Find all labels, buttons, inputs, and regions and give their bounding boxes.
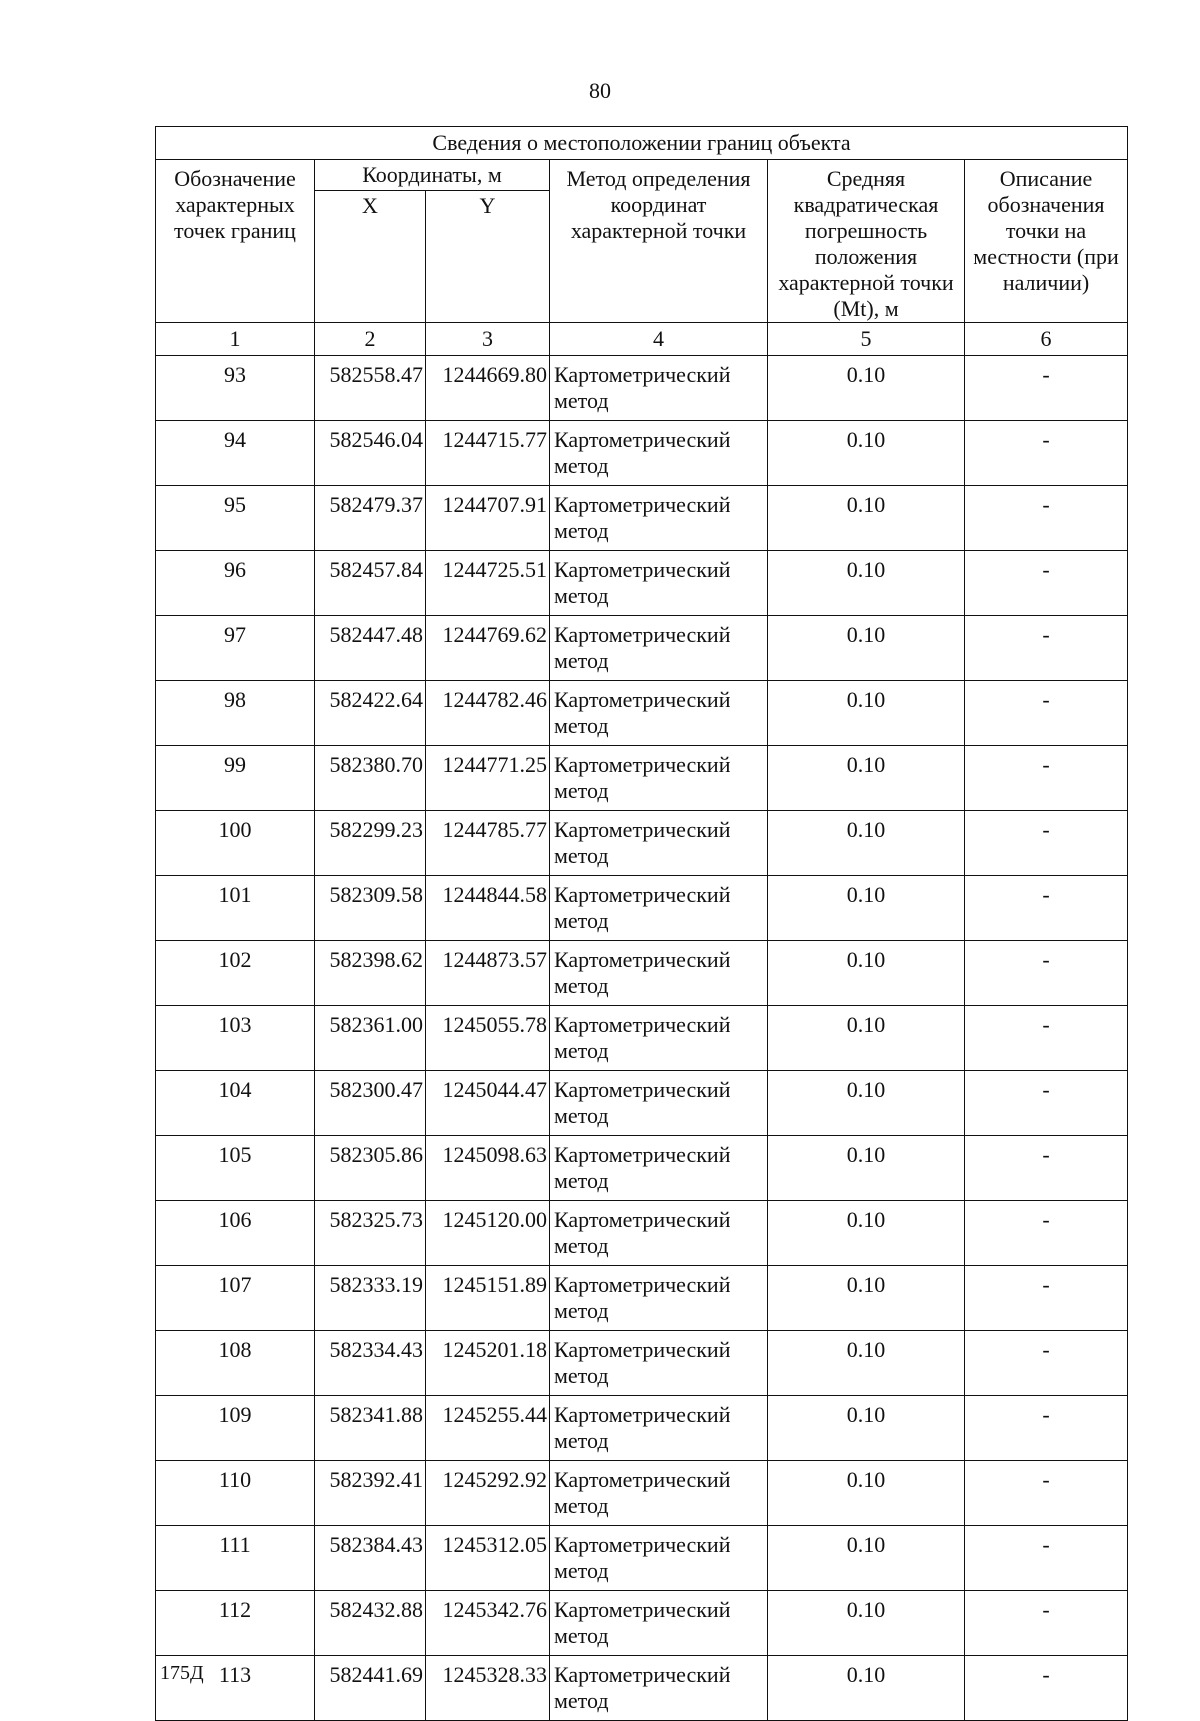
table-row [156, 1136, 1128, 1201]
table-cell-description: - [965, 1266, 1128, 1331]
table-cell-method: Картометрический метод [550, 486, 768, 551]
table-cell-point-id: 110 [156, 1461, 315, 1526]
table-cell-error: 0.10 [768, 1266, 965, 1331]
table-cell-y: 1244873.57 [426, 941, 550, 1006]
table-row [156, 356, 1128, 421]
table-cell-description: - [965, 551, 1128, 616]
table-cell-method: Картометрический метод [550, 1136, 768, 1201]
table-cell-y: 1244771.25 [426, 746, 550, 811]
table-row [156, 1266, 1128, 1331]
table-cell-y: 1245328.33 [426, 1656, 550, 1721]
table-cell-description: - [965, 421, 1128, 486]
table-cell-error: 0.10 [768, 1591, 965, 1656]
table-cell-error: 0.10 [768, 876, 965, 941]
table-cell-x: 582447.48 [315, 616, 426, 681]
table-cell-x: 582546.04 [315, 421, 426, 486]
table-cell-y: 1244782.46 [426, 681, 550, 746]
table-cell-description: - [965, 1396, 1128, 1461]
footer-code: 175Д [160, 1662, 204, 1684]
table-cell-error: 0.10 [768, 1396, 965, 1461]
table-cell-description: - [965, 1201, 1128, 1266]
table-cell-point-id: 94 [156, 421, 315, 486]
table-row [156, 1006, 1128, 1071]
table-cell-point-id: 108 [156, 1331, 315, 1396]
column-number: 1 [156, 323, 315, 356]
table-cell-y: 1245098.63 [426, 1136, 550, 1201]
table-cell-method: Картометрический метод [550, 1526, 768, 1591]
table-cell-y: 1245255.44 [426, 1396, 550, 1461]
table-cell-x: 582305.86 [315, 1136, 426, 1201]
table-row [156, 876, 1128, 941]
table-cell-description: - [965, 941, 1128, 1006]
header-row-1 [156, 160, 1128, 191]
page-number: 80 [589, 78, 611, 103]
table-cell-point-id: 107 [156, 1266, 315, 1331]
table-cell-point-id: 112 [156, 1591, 315, 1656]
table-cell-error: 0.10 [768, 1526, 965, 1591]
table-cell-x: 582334.43 [315, 1331, 426, 1396]
table-title: Сведения о местоположении границ объекта [156, 127, 1128, 160]
table-cell-y: 1244669.80 [426, 356, 550, 421]
table-cell-point-id: 113 [156, 1656, 315, 1721]
table-cell-description: - [965, 616, 1128, 681]
table-cell-error: 0.10 [768, 941, 965, 1006]
table-cell-description: - [965, 1461, 1128, 1526]
table-row [156, 811, 1128, 876]
table-cell-y: 1244769.62 [426, 616, 550, 681]
table-cell-method: Картометрический метод [550, 1006, 768, 1071]
table-row [156, 746, 1128, 811]
column-number: 5 [768, 323, 965, 356]
table-cell-error: 0.10 [768, 1136, 965, 1201]
table-cell-description: - [965, 876, 1128, 941]
table-cell-error: 0.10 [768, 1656, 965, 1721]
table-cell-error: 0.10 [768, 1071, 965, 1136]
table-cell-method: Картометрический метод [550, 941, 768, 1006]
column-number: 4 [550, 323, 768, 356]
table-cell-x: 582398.62 [315, 941, 426, 1006]
table-cell-x: 582325.73 [315, 1201, 426, 1266]
table-cell-point-id: 95 [156, 486, 315, 551]
table-cell-method: Картометрический метод [550, 1266, 768, 1331]
table-cell-y: 1245342.76 [426, 1591, 550, 1656]
header-coordinates: Координаты, м [315, 160, 550, 191]
table-cell-description: - [965, 1591, 1128, 1656]
table-cell-error: 0.10 [768, 811, 965, 876]
table-cell-y: 1244785.77 [426, 811, 550, 876]
table-cell-description: - [965, 746, 1128, 811]
table-row [156, 1331, 1128, 1396]
table-cell-method: Картометрический метод [550, 1461, 768, 1526]
table-cell-point-id: 103 [156, 1006, 315, 1071]
table-cell-x: 582300.47 [315, 1071, 426, 1136]
table-cell-description: - [965, 1071, 1128, 1136]
table-cell-y: 1244715.77 [426, 421, 550, 486]
table-cell-method: Картометрический метод [550, 1331, 768, 1396]
table-cell-x: 582457.84 [315, 551, 426, 616]
table-cell-point-id: 97 [156, 616, 315, 681]
table-cell-y: 1244844.58 [426, 876, 550, 941]
table-cell-error: 0.10 [768, 1331, 965, 1396]
table-cell-point-id: 96 [156, 551, 315, 616]
table-cell-x: 582392.41 [315, 1461, 426, 1526]
table-cell-y: 1245312.05 [426, 1526, 550, 1591]
table-row [156, 1461, 1128, 1526]
table-cell-point-id: 93 [156, 356, 315, 421]
table-cell-method: Картометрический метод [550, 1656, 768, 1721]
table-cell-description: - [965, 1331, 1128, 1396]
table-cell-x: 582441.69 [315, 1656, 426, 1721]
table-cell-point-id: 106 [156, 1201, 315, 1266]
header-y: Y [426, 191, 550, 323]
table-cell-y: 1245055.78 [426, 1006, 550, 1071]
table-cell-point-id: 100 [156, 811, 315, 876]
table-cell-x: 582432.88 [315, 1591, 426, 1656]
table-cell-description: - [965, 356, 1128, 421]
table-cell-description: - [965, 1136, 1128, 1201]
table-cell-error: 0.10 [768, 551, 965, 616]
header-point-designation: Обозначение характерных точек границ [156, 160, 315, 323]
table-cell-method: Картометрический метод [550, 681, 768, 746]
table-cell-x: 582309.58 [315, 876, 426, 941]
table-cell-x: 582384.43 [315, 1526, 426, 1591]
table-cell-y: 1245201.18 [426, 1331, 550, 1396]
table-row [156, 421, 1128, 486]
table-row [156, 941, 1128, 1006]
table-cell-method: Картометрический метод [550, 876, 768, 941]
table-cell-description: - [965, 1006, 1128, 1071]
table-cell-method: Картометрический метод [550, 356, 768, 421]
table-cell-y: 1245120.00 [426, 1201, 550, 1266]
table-cell-error: 0.10 [768, 486, 965, 551]
table-cell-point-id: 101 [156, 876, 315, 941]
table-row [156, 551, 1128, 616]
table-row [156, 616, 1128, 681]
table-cell-error: 0.10 [768, 681, 965, 746]
table-row [156, 1071, 1128, 1136]
table-cell-point-id: 98 [156, 681, 315, 746]
column-number: 2 [315, 323, 426, 356]
column-number: 6 [965, 323, 1128, 356]
table-cell-method: Картометрический метод [550, 421, 768, 486]
header-method: Метод определения координат характерной точки [550, 160, 768, 323]
table-cell-y: 1244725.51 [426, 551, 550, 616]
table-cell-x: 582299.23 [315, 811, 426, 876]
table-cell-point-id: 105 [156, 1136, 315, 1201]
table-cell-point-id: 99 [156, 746, 315, 811]
table-cell-y: 1245044.47 [426, 1071, 550, 1136]
table-cell-method: Картометрический метод [550, 1201, 768, 1266]
table-cell-description: - [965, 1526, 1128, 1591]
column-number: 3 [426, 323, 550, 356]
table-cell-x: 582479.37 [315, 486, 426, 551]
table-cell-error: 0.10 [768, 616, 965, 681]
table-cell-x: 582361.00 [315, 1006, 426, 1071]
table-row [156, 1526, 1128, 1591]
table-cell-method: Картометрический метод [550, 616, 768, 681]
table-cell-description: - [965, 681, 1128, 746]
table-cell-method: Картометрический метод [550, 1071, 768, 1136]
table-cell-y: 1245292.92 [426, 1461, 550, 1526]
table-cell-x: 582333.19 [315, 1266, 426, 1331]
table-cell-x: 582422.64 [315, 681, 426, 746]
header-description: Описание обозначения точки на местности (при наличии) [965, 160, 1128, 323]
table-cell-description: - [965, 1656, 1128, 1721]
table-cell-method: Картометрический метод [550, 551, 768, 616]
table-cell-x: 582341.88 [315, 1396, 426, 1461]
table-row [156, 1656, 1128, 1721]
table-cell-error: 0.10 [768, 1461, 965, 1526]
table-cell-error: 0.10 [768, 1006, 965, 1071]
table-cell-point-id: 104 [156, 1071, 315, 1136]
table-row [156, 1201, 1128, 1266]
table-cell-point-id: 111 [156, 1526, 315, 1591]
table-title-row [156, 127, 1128, 160]
header-x: X [315, 191, 426, 323]
table-row [156, 1396, 1128, 1461]
column-number-row [156, 323, 1128, 356]
table-row [156, 681, 1128, 746]
table-cell-error: 0.10 [768, 1201, 965, 1266]
table-cell-error: 0.10 [768, 421, 965, 486]
table-row [156, 486, 1128, 551]
table-row [156, 1591, 1128, 1656]
table-cell-point-id: 109 [156, 1396, 315, 1461]
table-cell-y: 1245151.89 [426, 1266, 550, 1331]
table-cell-method: Картометрический метод [550, 811, 768, 876]
table-cell-method: Картометрический метод [550, 1396, 768, 1461]
table-cell-error: 0.10 [768, 356, 965, 421]
table-cell-x: 582380.70 [315, 746, 426, 811]
table-cell-x: 582558.47 [315, 356, 426, 421]
boundary-coordinates-table [155, 126, 1128, 1721]
table-cell-description: - [965, 486, 1128, 551]
table-cell-description: - [965, 811, 1128, 876]
table-cell-point-id: 102 [156, 941, 315, 1006]
header-error: Средняя квадратическая погрешность положения характерной точки (Mt), м [768, 160, 965, 323]
table-cell-y: 1244707.91 [426, 486, 550, 551]
table-cell-method: Картометрический метод [550, 746, 768, 811]
table-cell-error: 0.10 [768, 746, 965, 811]
table-cell-method: Картометрический метод [550, 1591, 768, 1656]
